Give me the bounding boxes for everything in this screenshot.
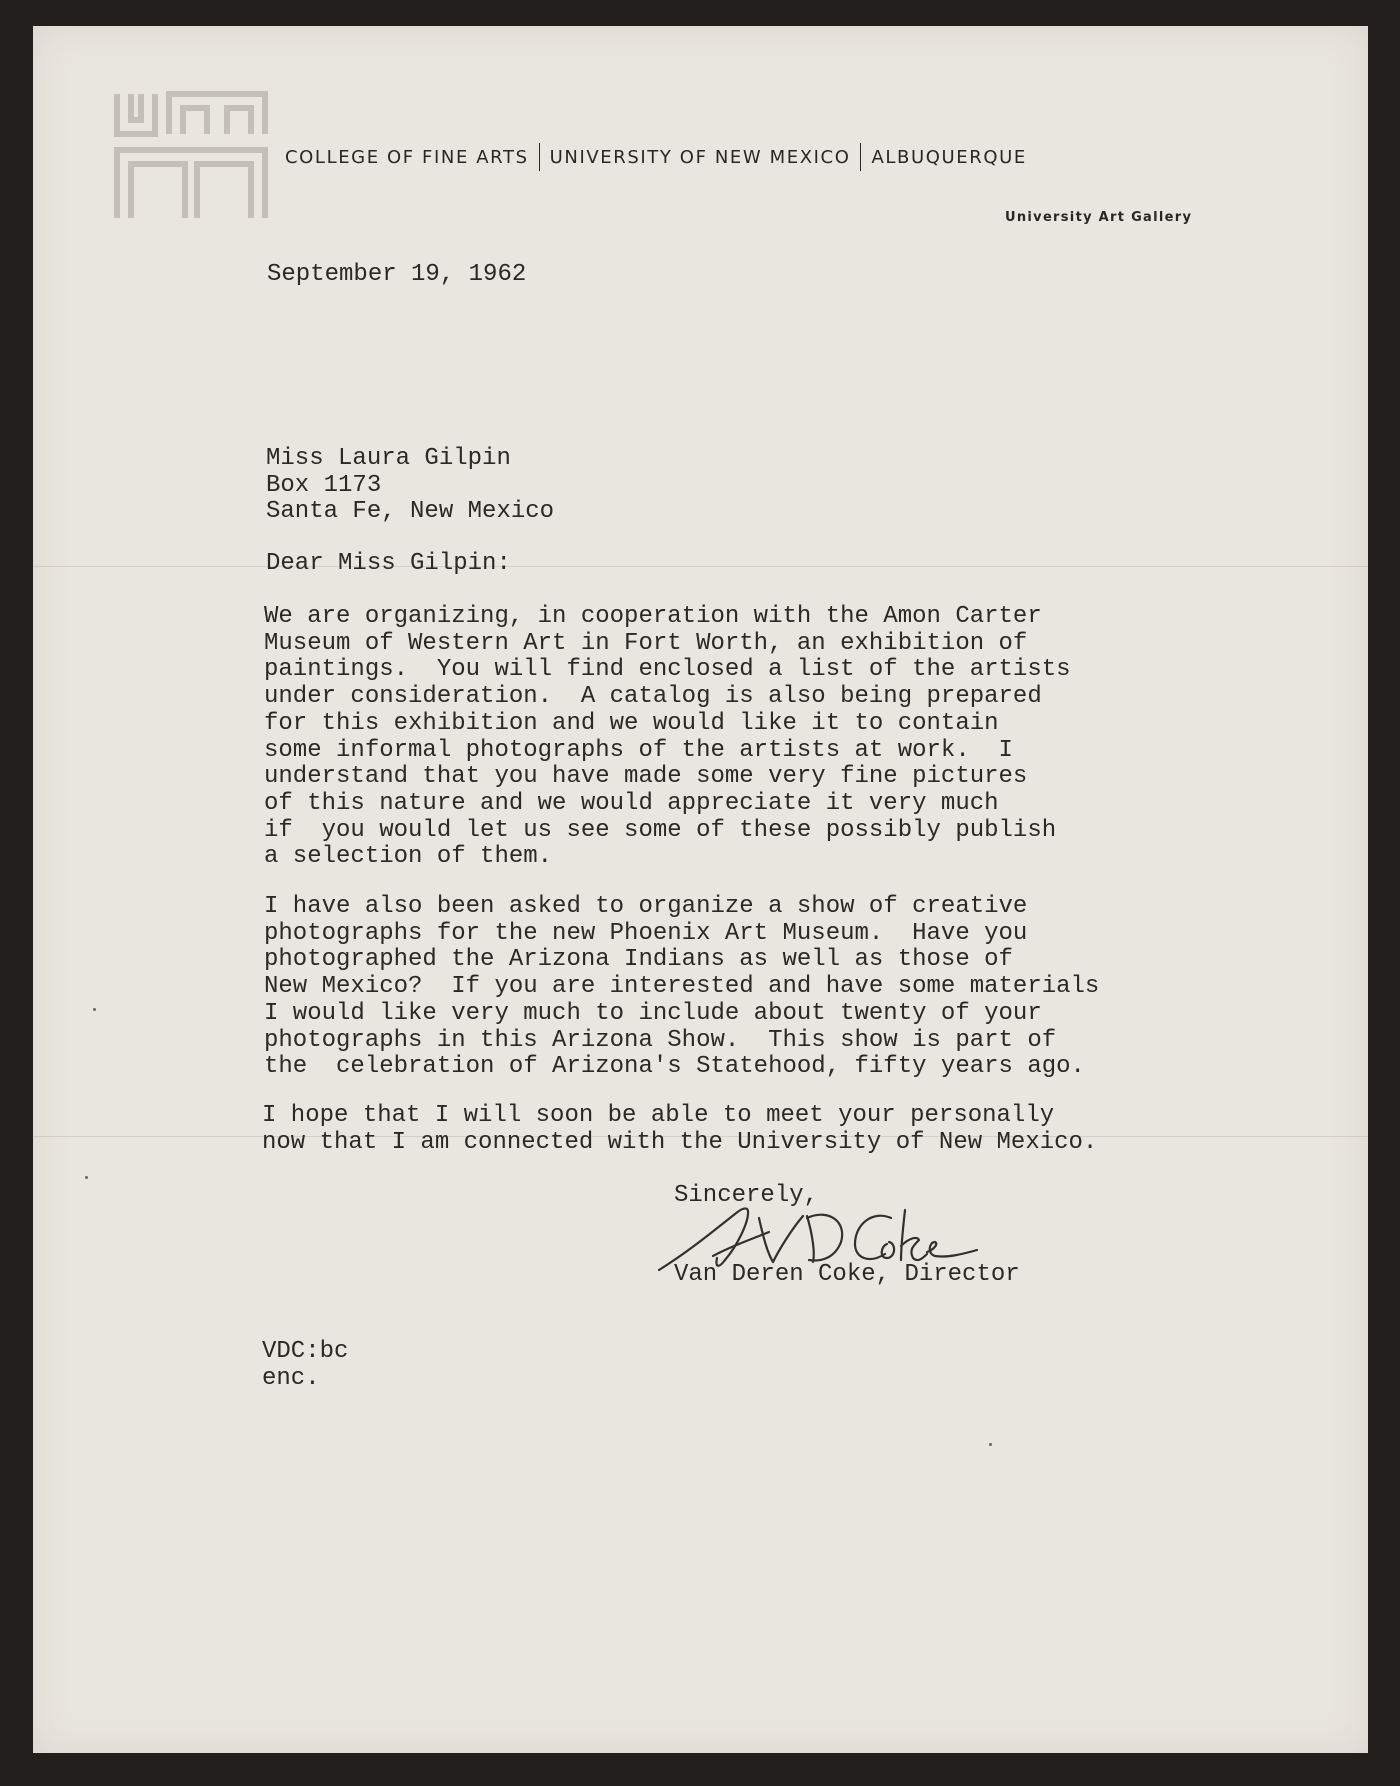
closing: Sincerely, [674,1182,819,1209]
fold-line [33,566,1368,567]
recipient-box: Box 1173 [266,471,382,499]
letterhead-university: UNIVERSITY OF NEW MEXICO [549,146,851,168]
letter-page [33,26,1368,1753]
body-paragraph-1: We are organizing, in cooperation with the Amon Carter Museum of Western Art in Fort Worth, an exhibition of paintings. You will find enclosed a list of the artists under consideration. A catalog is also being prepared for this exhibition and we would like it to contain some informal photographs of the artists at work. I understand that you have made some very fine pictures of this nature and we would appreciate it very much if you would let us see some of these possibly publish a selection of them. [264,603,1071,871]
paper-speck [85,1176,88,1179]
reference-block [262,1339,348,1392]
salutation: Dear Miss Gilpin: [266,550,511,577]
department-name: University Art Gallery [1005,210,1193,225]
body-paragraph-2: I have also been asked to organize a show of creative photographs for the new Phoenix Art Museum. Have you photographed the Arizona Indians as well as those of New Mexico? If you are interested and have some materials I would like very much to include about twenty of your photographs in this Arizona Show. This show is part of the celebration of Arizona's Statehood, fifty years ago. [264,893,1100,1081]
letterhead-divider [860,143,861,171]
letterhead-city: ALBUQUERQUE [871,146,1027,168]
letterhead-college: COLLEGE OF FINE ARTS [285,146,529,168]
recipient-name: Miss Laura Gilpin [266,445,511,472]
letterhead [285,143,1027,171]
unm-logo [111,86,271,226]
paper-speck [93,1008,96,1011]
letter-date: September 19, 1962 [267,261,527,288]
body-paragraph-3: I hope that I will soon be able to meet your personally now that I am connected with the University of New Mexico. [262,1102,1098,1156]
signer-name: Van Deren Coke, Director [674,1261,1020,1288]
recipient-city: Santa Fe, New Mexico [266,498,555,526]
paper-speck [989,1443,992,1446]
reference-initials: VDC:bc [262,1338,349,1365]
letterhead-divider [539,143,540,171]
recipient-address [266,446,554,526]
enclosure-note: enc. [262,1364,320,1392]
